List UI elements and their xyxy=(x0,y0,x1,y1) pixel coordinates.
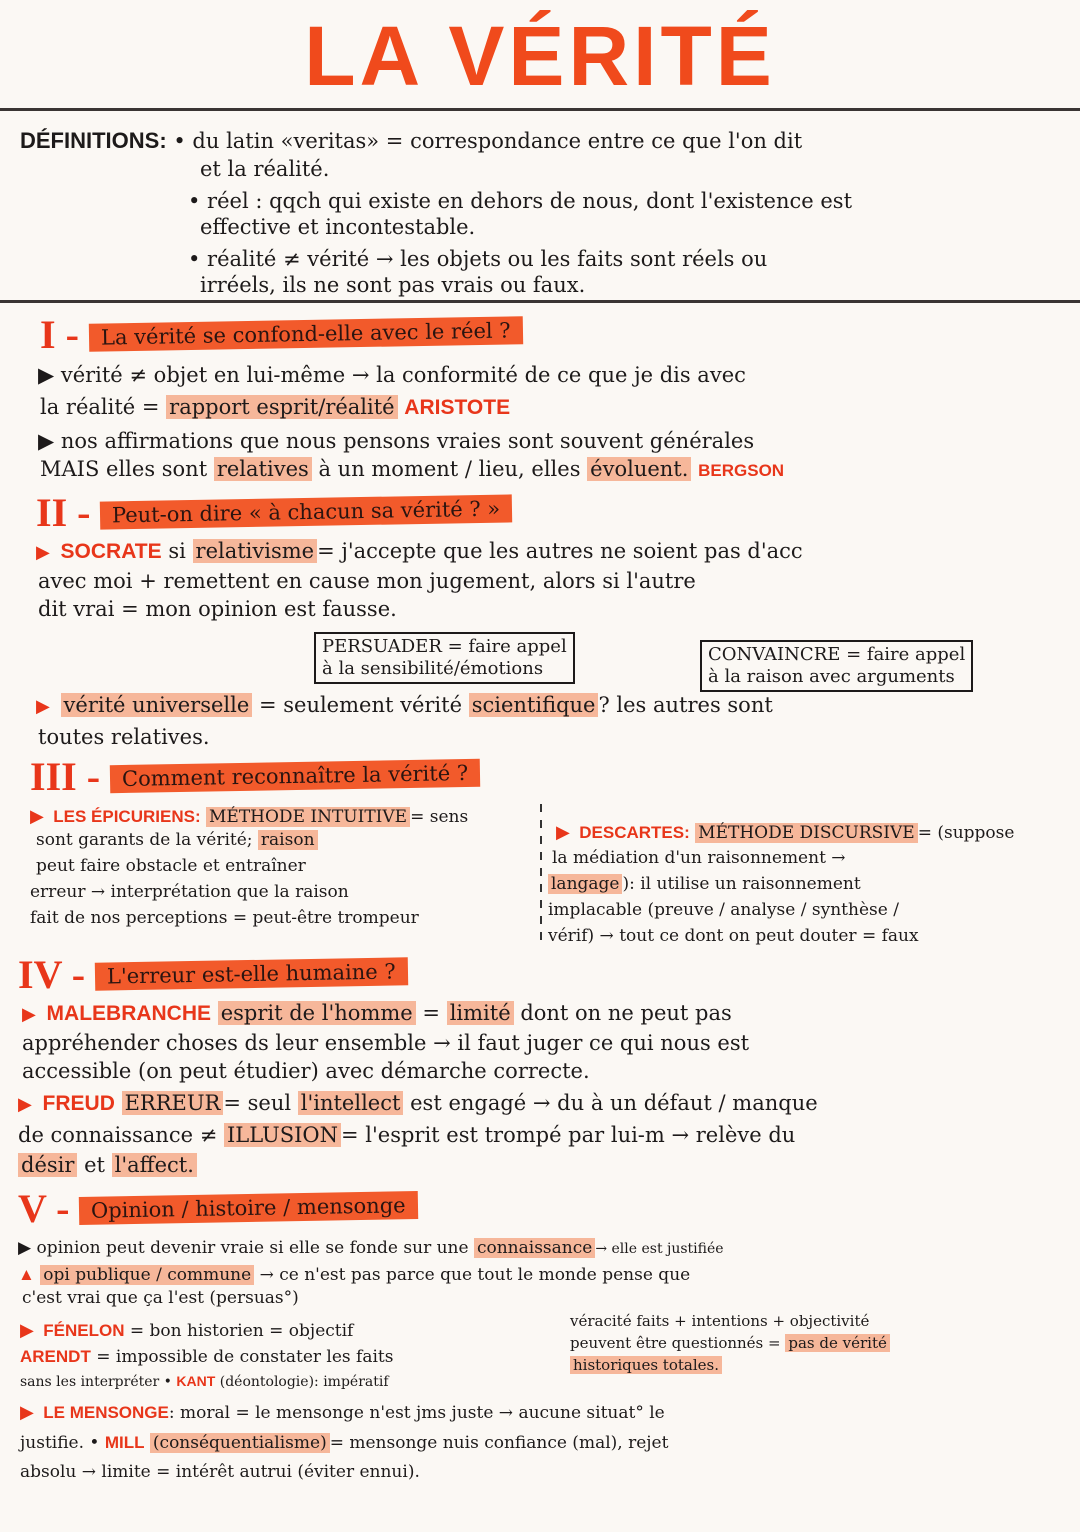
s5-l1-text: ▶ opinion peut devenir vraie si elle se fonde sur une xyxy=(18,1238,469,1258)
section-5-heading xyxy=(18,1185,418,1231)
bullet-triangle-icon: ▶ xyxy=(36,696,50,717)
s4-l5-text: de connaissance ≠ xyxy=(18,1123,218,1147)
definitions-rule xyxy=(0,300,1080,303)
s5-line-3: c'est vrai que ça l'est (persuas°) xyxy=(22,1288,299,1308)
s2-l4-highlight: vérité universelle xyxy=(61,693,253,717)
s3-left-line-3: peut faire obstacle et entraîner xyxy=(36,856,306,876)
section-2-heading xyxy=(36,489,513,535)
s5-line-7 xyxy=(20,1402,665,1424)
s4-l5-highlight: ILLUSION xyxy=(224,1123,341,1147)
s4-line-3: accessible (on peut étudier) avec démarche correcte. xyxy=(22,1059,590,1083)
s5-l5-text: = impossible de constater les faits xyxy=(96,1347,394,1367)
s4-l1-highlight-2: limité xyxy=(447,1001,514,1025)
s2-line-2: avec moi + remettent en cause mon jugement, alors si l'autre xyxy=(38,569,696,593)
s3-left-line-2 xyxy=(36,830,318,851)
s2-line-4 xyxy=(36,692,773,720)
s2-line-3: dit vrai = mon opinion est fausse. xyxy=(38,597,397,621)
definition-3-cont: irréels, ils ne sont pas vrais ou faux. xyxy=(200,273,586,297)
s4-line-2: appréhender choses ds leur ensemble → il faut juger ce qui nous est xyxy=(22,1031,750,1055)
s5-l8-highlight: (conséquentialisme) xyxy=(150,1433,330,1453)
s3-left-2-highlight: raison xyxy=(258,830,318,850)
s4-l4-highlight: ERREUR xyxy=(122,1091,224,1115)
s5-l7-text: : moral = le mensonge n'est jms juste → aucune situat° le xyxy=(168,1403,665,1423)
s1-line-3: ▶ nos affirmations que nous pensons vraies sont souvent générales xyxy=(38,429,755,453)
s3-left-text: = sens xyxy=(410,807,469,827)
section-5-title: Opinion / histoire / mensonge xyxy=(79,1191,418,1225)
s3-left-line-4: erreur → interprétation que la raison xyxy=(30,882,349,902)
s2-l1-highlight: relativisme xyxy=(193,539,318,563)
bullet-triangle-icon: ▶ xyxy=(556,822,570,843)
section-1-heading xyxy=(40,311,522,357)
page-title: LA VÉRITÉ xyxy=(304,9,776,103)
bullet-triangle-icon: ▶ xyxy=(18,1094,32,1115)
section-2-title: Peut-on dire « à chacun sa vérité ? » xyxy=(100,494,513,529)
s3-left-highlight: MÉTHODE INTUITIVE xyxy=(206,807,410,827)
s2-l1-text: si xyxy=(168,539,186,563)
bullet-triangle-icon: ▶ xyxy=(22,1004,36,1025)
s5-side-1: véracité faits + intentions + objectivité xyxy=(570,1312,870,1330)
s4-freud: FREUD xyxy=(42,1092,115,1115)
s5-line-2 xyxy=(18,1264,690,1286)
s2-line-5: toutes relatives. xyxy=(38,725,210,749)
s5-l6-text-2: (déontologie): impératif xyxy=(219,1374,389,1390)
s4-l1-highlight: esprit de l'homme xyxy=(218,1001,416,1025)
definitions-label: DÉFINITIONS: xyxy=(20,128,167,153)
convaincre-line-1: CONVAINCRE = faire appel xyxy=(708,644,966,665)
s1-l4-highlight-2: évoluent. xyxy=(587,457,691,481)
s5-side-3 xyxy=(570,1356,722,1374)
bullet-triangle-icon: ▶ xyxy=(20,1320,34,1341)
section-4-number: IV - xyxy=(18,951,86,997)
s2-l4-highlight-2: scientifique xyxy=(469,693,599,717)
definitions-block xyxy=(20,128,802,154)
s1-l2-text: la réalité = xyxy=(40,395,160,419)
s5-side-3-highlight: historiques totales. xyxy=(570,1356,722,1374)
s3-right-highlight: MÉTHODE DISCURSIVE xyxy=(695,823,918,843)
s5-l1-highlight: connaissance xyxy=(474,1238,595,1258)
s5-line-6 xyxy=(20,1372,389,1391)
definition-2-cont: effective et incontestable. xyxy=(200,215,476,239)
s3-descartes: DESCARTES: xyxy=(579,823,690,842)
s4-line-4 xyxy=(18,1090,818,1118)
s4-l4-text: = seul xyxy=(223,1091,292,1115)
s5-mensonge: LE MENSONGE xyxy=(43,1403,169,1422)
s3-epicuriens: LES ÉPICURIENS: xyxy=(53,807,201,826)
s3-right-3-text: ): il utilise un raisonnement xyxy=(622,874,861,894)
s5-line-5 xyxy=(20,1346,393,1368)
s1-l2-highlight: rapport esprit/réalité xyxy=(166,395,397,419)
section-4-title: L'erreur est-elle humaine ? xyxy=(95,957,408,990)
s5-side-2-text: peuvent être questionnés = xyxy=(570,1334,781,1352)
s1-line-2 xyxy=(40,394,510,421)
persuader-line-2: à la sensibilité/émotions xyxy=(322,658,544,679)
section-5-number: V - xyxy=(18,1185,70,1231)
section-4-heading xyxy=(18,951,408,997)
s5-line-1 xyxy=(18,1238,724,1259)
s5-mill: MILL xyxy=(104,1433,145,1452)
s5-l6-text: sans les interpréter • xyxy=(20,1374,172,1390)
s3-right-line-2: la médiation d'un raisonnement → xyxy=(552,848,846,868)
s4-l6-text: et xyxy=(84,1153,105,1177)
s5-side-2 xyxy=(570,1334,890,1352)
s4-l1-text-2: dont on ne peut pas xyxy=(520,1001,732,1025)
s1-l4-highlight: relatives xyxy=(214,457,312,481)
section-3-heading xyxy=(30,753,480,799)
s1-l4-text-2: à un moment / lieu, elles xyxy=(318,457,581,481)
s4-malebranche: MALEBRANCHE xyxy=(46,1002,212,1025)
s5-l8-text: justifie. • xyxy=(20,1433,100,1453)
s1-l2-author: ARISTOTE xyxy=(404,396,511,419)
s3-left-line-5: fait de nos perceptions = peut-être trompeur xyxy=(30,908,419,928)
s3-right-line-3 xyxy=(548,874,861,895)
warning-triangle-icon: ▲ xyxy=(18,1265,35,1284)
s2-l1-text-2: = j'accepte que les autres ne soient pas d'acc xyxy=(317,539,803,563)
top-rule xyxy=(0,108,1080,111)
s4-l4-highlight-2: l'intellect xyxy=(298,1091,404,1115)
s2-l1-author: SOCRATE xyxy=(60,540,162,563)
bullet-triangle-icon: ▶ xyxy=(36,542,50,563)
s1-line-1: ▶ vérité ≠ objet en lui-même → la conformité de ce que je dis avec xyxy=(38,363,746,387)
definition-2: • réel : qqch qui existe en dehors de nous, dont l'existence est xyxy=(188,189,853,213)
section-2-number: II - xyxy=(36,489,91,535)
s4-l6-highlight: désir xyxy=(18,1153,77,1177)
s5-side-2-highlight: pas de vérité xyxy=(785,1334,889,1352)
section-1-number: I - xyxy=(40,311,79,357)
convaincre-box xyxy=(700,640,973,692)
definition-3: • réalité ≠ vérité → les objets ou les faits sont réels ou xyxy=(188,247,768,271)
s5-kant: KANT xyxy=(176,1373,216,1389)
s3-left-line-1 xyxy=(30,806,468,828)
persuader-box xyxy=(314,632,575,684)
s2-line-1 xyxy=(36,538,803,566)
s1-l4-author: BERGSON xyxy=(698,461,785,480)
persuader-line-1: PERSUADER = faire appel xyxy=(322,636,567,657)
bullet-triangle-icon: ▶ xyxy=(30,806,44,827)
s5-l8-text-2: = mensonge nuis confiance (mal), rejet xyxy=(329,1433,669,1453)
convaincre-line-2: à la raison avec arguments xyxy=(708,666,955,687)
s5-line-8 xyxy=(20,1432,668,1454)
s5-line-9: absolu → limite = intérêt autrui (éviter ennui). xyxy=(20,1462,420,1482)
s5-l1-text-2: → elle est justifiée xyxy=(595,1241,724,1257)
s4-line-5 xyxy=(18,1122,795,1148)
s4-line-1 xyxy=(22,1000,732,1028)
s3-right-3-highlight: langage xyxy=(548,874,622,894)
s5-arendt: ARENDT xyxy=(20,1347,91,1366)
s5-l2-text: → ce n'est pas parce que tout le monde pense que xyxy=(259,1265,691,1285)
section-1-title: La vérité se confond-elle avec le réel ? xyxy=(89,316,523,352)
s3-right-line-4: implacable (preuve / analyse / synthèse / xyxy=(548,900,899,920)
s4-l6-highlight-2: l'affect. xyxy=(112,1153,197,1177)
s1-line-4 xyxy=(40,456,784,484)
s2-l4-text: = seulement vérité xyxy=(258,693,463,717)
s5-l4-text: = bon historien = objectif xyxy=(129,1321,354,1341)
s4-l5-text-2: = l'esprit est trompé par lui-m → relève du xyxy=(341,1123,796,1147)
s5-line-4 xyxy=(20,1320,353,1342)
bullet-triangle-icon: ▶ xyxy=(20,1402,34,1423)
s5-fenelon: FÉNELON xyxy=(43,1321,125,1340)
definition-1: • du latin «veritas» = correspondance entre ce que l'on dit xyxy=(173,129,803,153)
section-3-title: Comment reconnaître la vérité ? xyxy=(110,759,481,793)
s3-left-2-text: sont garants de la vérité; xyxy=(36,830,253,850)
s2-l4-text-2: ? les autres sont xyxy=(598,693,773,717)
column-divider xyxy=(540,804,542,944)
s3-right-line-5: vérif) → tout ce dont on peut douter = faux xyxy=(548,926,919,946)
s4-l1-text: = xyxy=(422,1001,440,1025)
section-3-number: III - xyxy=(30,753,101,799)
s3-right-line-1 xyxy=(556,822,1014,844)
s1-l4-text: MAIS elles sont xyxy=(40,457,208,481)
s5-l2-highlight: opi publique / commune xyxy=(40,1265,254,1285)
s4-line-6 xyxy=(18,1152,197,1178)
s3-right-text: = (suppose xyxy=(917,823,1015,843)
s4-l4-text-2: est engagé → du à un défaut / manque xyxy=(410,1091,818,1115)
definition-1-cont: et la réalité. xyxy=(200,157,330,181)
